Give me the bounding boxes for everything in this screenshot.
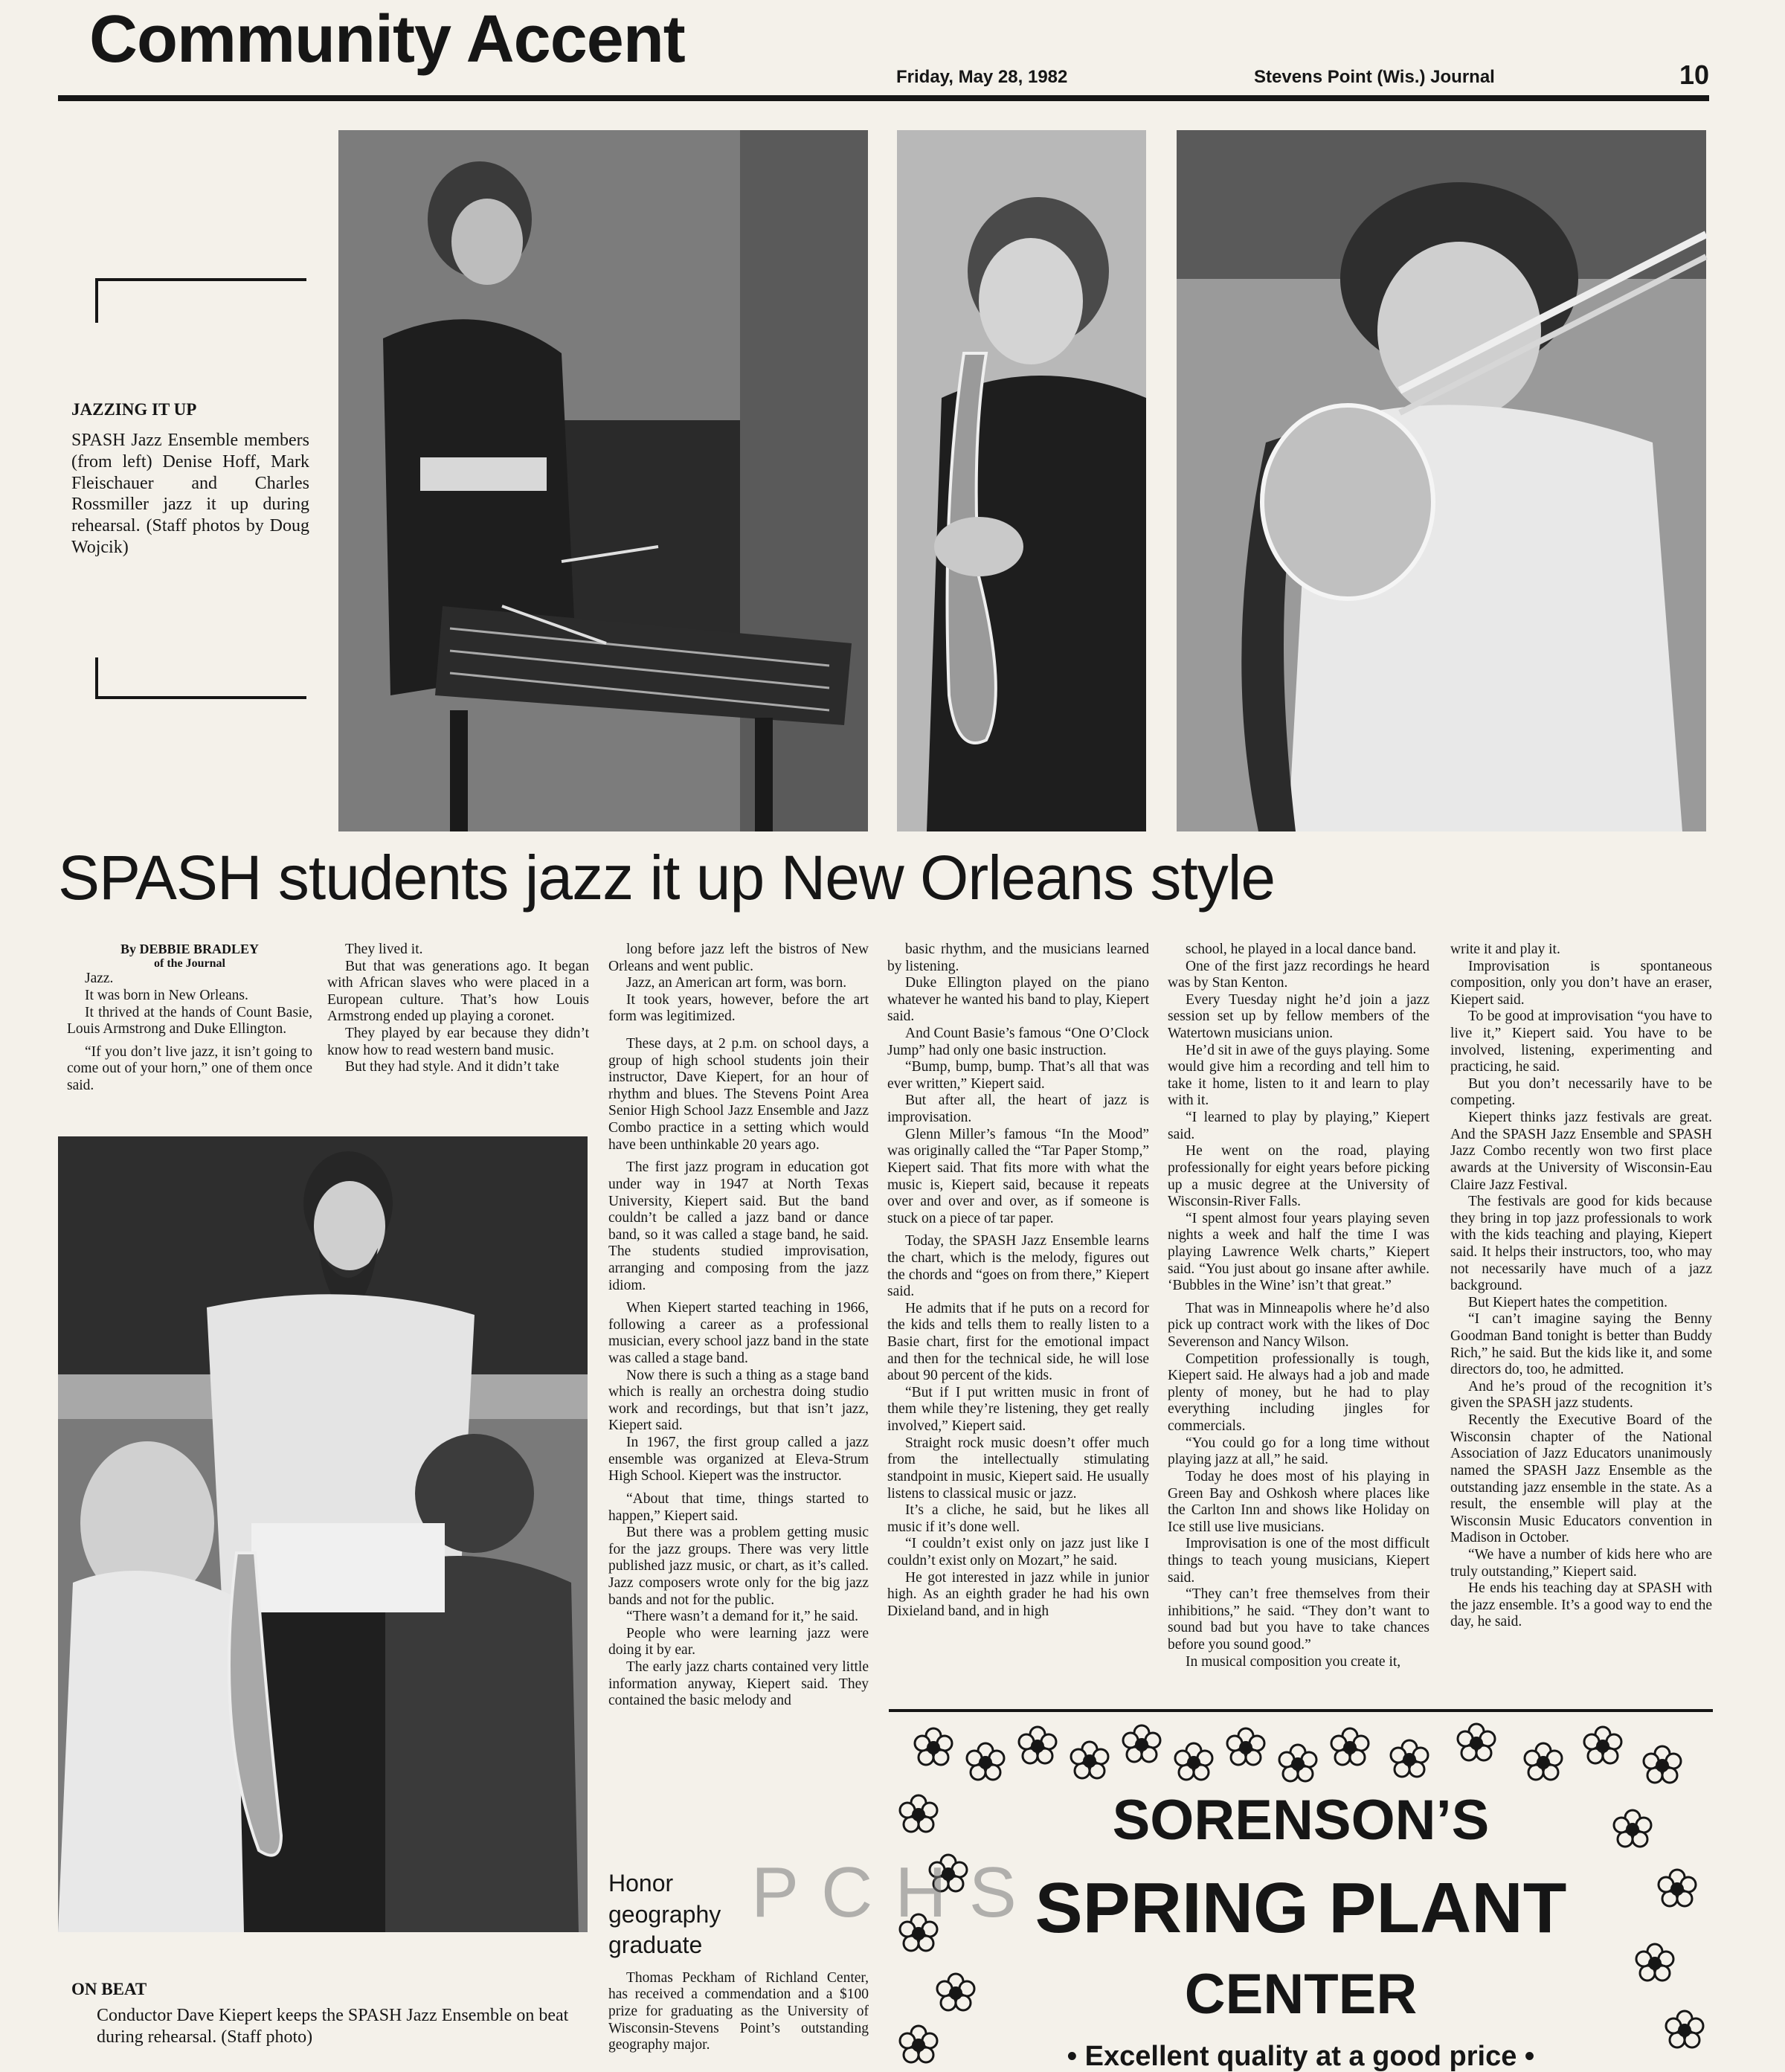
paragraph: It took years, however, before the art form was legitimized. [608,991,869,1025]
byline-name: By DEBBIE BRADLEY [120,942,260,956]
paragraph: “I learned to play by playing,” Kiepert said. [1168,1110,1429,1142]
paragraph: In musical composition you create it, [1186,1653,1401,1670]
photo-vibraphone-player [338,130,868,831]
paragraph: basic rhythm, and the musicians learned by listening. [887,942,1149,974]
paragraph: One of the first jazz recordings he heard was by Stan Kenton. [1168,958,1429,991]
paragraph: Competition professionally is tough, Kiepert said. He always had a job and made plenty of money, but he had to play everything including jingles for commercials. [1168,1351,1429,1435]
paragraph: “Bump, bump, bump. That’s all that was ever written,” Kiepert said. [887,1059,1149,1092]
caption-bracket-top [95,278,306,323]
paragraph: Straight rock music doesn’t offer much from the intellectually stimulating standpoint in music, Kiepert said. He usually listens to classical music or jazz. [887,1435,1149,1502]
photo-saxophone-player [897,130,1146,831]
column-1 [67,942,312,1095]
paragraph: It’s a cliche, he said, but he likes all music if it’s done well. [887,1502,1149,1535]
byline-affiliation: of the Journal [154,956,225,970]
paragraph: And he’s proud of the recognition it’s given the SPASH jazz students. [1450,1378,1712,1412]
watermark: PCHS [751,1853,1039,1932]
paragraph: “About that time, things started to happen,” Kiepert said. [608,1490,869,1524]
paragraph: “I can’t imagine saying the Benny Goodman Band tonight is better than Buddy Rich,” he said. But the kids like it, and some directors do, too, he admitted. [1450,1311,1712,1378]
paragraph: Jazz, an American art form, was born. [626,975,847,991]
paragraph: The first jazz program in education got under way in 1947 at North Texas University, Kiepert said. But the band couldn’t be called a jazz band or dance band, so it was called a stage band, he said. The students studied improvisation, arranging and composing from the jazz idiom. [608,1159,869,1293]
ad-rule [889,1709,1713,1712]
paragraph: Improvisation is spontaneous composition, only you don’t have an eraser, Kiepert said. [1450,958,1712,1008]
paragraph: Recently the Executive Board of the Wisconsin chapter of the National Association of Jazz Educators unanimously named the SPASH Jazz Ensemble as the outstanding jazz ensemble in the state. As a result, the ensemble will play at the Wisconsin Music Educators convention in Madison in October. [1450,1412,1712,1546]
paragraph: “There wasn’t a demand for it,” he said. [626,1609,859,1625]
headline: SPASH students jazz it up New Orleans style [58,843,1276,913]
paragraph: Every Tuesday night he’d join a jazz session set up by fellow members of the Watertown musicians union. [1168,991,1429,1042]
page-number: 10 [1679,59,1710,90]
paragraph: Duke Ellington played on the piano whatever he wanted his band to play, Kiepert said. [887,975,1149,1025]
column-5 [1168,942,1429,1670]
photo-trombone-player [1177,130,1706,831]
paragraph: Improvisation is one of the most difficult things to teach young musicians, Kiepert said. [1168,1536,1429,1586]
paragraph: Kiepert thinks jazz festivals are great. And the SPASH Jazz Ensemble and SPASH Jazz Combo recently won two first place awards at the University of Wisconsin-Eau Claire Jazz Festival. [1450,1110,1712,1193]
paragraph: Jazz. [85,971,114,987]
paragraph: But Kiepert hates the competition. [1468,1294,1668,1310]
paragraph: Glenn Miller’s famous “In the Mood” was originally called the “Tar Paper Stomp,” Kiepert said. That fits more with what the music is, Kiepert said, because it repeats over and over and over, as if someone is stuck on a piece of tar paper. [887,1126,1149,1226]
paragraph: He admits that if he puts on a record for the kids and tells them to really listen to a Basie chart, first for the emotional impact and then for the technical side, he will lose about 90 percent of the kids. [887,1300,1149,1384]
paragraph: Thomas Peckham of Richland Center, has received a commendation and a $100 prize for graduating as the University of Wisconsin-Stevens Point’s outstanding geography major. [608,1969,869,2053]
paragraph: But that was generations ago. It began with African slaves who were placed in a European culture. That’s how Louis Armstrong ended up playing a coronet. [327,958,589,1025]
paragraph: He got interested in jazz while in junior high. As an eighth grader he had his own Dixieland band, and in high [887,1569,1149,1619]
paragraph: The early jazz charts contained very little information anyway, Kiepert said. They contained the basic melody and [608,1658,869,1709]
paragraph: He’d sit in awe of the guys playing. Some would give him a recording and tell him to take it home, listen to it and learn to play with it. [1168,1042,1429,1109]
ad-line-2: SPRING PLANT [1035,1868,1567,1948]
photo-conductor-rehearsal [58,1136,588,1932]
paragraph: He went on the road, playing professionally for eight years before picking up a music degree at the University of Wisconsin-River Falls. [1168,1143,1429,1210]
header-rule [58,95,1709,101]
paragraph: In 1967, the first group called a jazz ensemble was organized at Eleva-Strum High School. Kiepert was the instructor. [608,1435,869,1484]
caption-text: SPASH Jazz Ensemble members (from left) Denise Hoff, Mark Fleischauer and Charles Rossmiller jazz it up during rehearsal. (Staff photos by Doug Wojcik) [71,431,309,557]
paragraph: Today, the SPASH Jazz Ensemble learns the chart, which is the melody, figures out the chords and “goes on from there,” Kiepert said. [887,1233,1149,1300]
paragraph: But after all, the heart of jazz is improvisation. [887,1093,1149,1126]
paragraph: But there was a problem getting music for the jazz groups. There was very little published jazz music, or chart, as it’s called. Jazz composers wrote only for the big jazz bands and not for the public. [608,1525,869,1608]
paragraph: He ends his teaching day at SPASH with the jazz ensemble. It’s a good way to end the day, he said. [1450,1580,1712,1630]
paragraph: It was born in New Orleans. [85,988,248,1004]
paragraph: write it and play it. [1450,942,1560,957]
column-2 [327,942,589,1076]
paragraph: These days, at 2 p.m. on school days, a group of high school students join their instructor, Dave Kiepert, for an hour of rhythm and blues. The Stevens Point Area Senior High School Jazz Ensemble and Jazz Combo practice in a setting which would have been unthinkable 20 years ago. [608,1036,869,1153]
honor-title-1: Honor [608,1870,674,1896]
paragraph: To be good at improvisation “you have to live it,” Kiepert said. You have to be involved, listening, experimenting and practicing, he said. [1450,1008,1712,1075]
paragraph: It thrived at the hands of Count Basie, Louis Armstrong and Duke Ellington. [67,1004,312,1037]
paragraph: When Kiepert started teaching in 1966, following a career as a professional musician, every school jazz band in the state was called a stage band. [608,1300,869,1367]
caption-kicker: JAZZING IT UP [71,400,197,419]
bottom-caption-text: Conductor Dave Kiepert keeps the SPASH Jazz Ensemble on beat during rehearsal. (Staff photo) [97,2006,569,2047]
column-4 [887,942,1149,1620]
paragraph: “They can’t free themselves from their inhibitions,” he said. “They don’t want to sound bad but you have to take chances before you sound good.” [1168,1586,1429,1653]
paragraph: “You could go for a long time without playing jazz at all,” he said. [1168,1435,1429,1468]
paragraph: But you don’t necessarily have to be competing. [1450,1075,1712,1109]
paragraph: school, he played in a local dance band. [1186,942,1417,957]
ad-tagline: • Excellent quality at a good price • [1067,2041,1535,2072]
paragraph: “I couldn’t exist only on jazz just like I couldn’t exist only on Mozart,” he said. [887,1536,1149,1569]
paragraph: “If you don’t live jazz, it isn’t going to come out of your horn,” one of them once said. [67,1043,312,1094]
paragraph: They played by ear because they didn’t know how to read western band music. [327,1026,589,1058]
paragraph: “We have a number of kids here who are truly outstanding,” Kiepert said. [1450,1546,1712,1580]
section-title: Community Accent [89,2,685,77]
paragraph: “But if I put written music in front of them while they’re listening, they get really involved,” Kiepert said. [887,1384,1149,1435]
paragraph: Now there is such a thing as a stage band which is really an orchestra doing studio work and recordings, but that isn’t jazz, Kiepert said. [608,1367,869,1434]
paragraph: They lived it. [345,942,423,957]
bottom-caption [71,1980,592,2048]
ad-line-3: CENTER [1184,1963,1418,2026]
paragraph: But they had style. And it didn’t take [345,1059,559,1075]
paragraph: “I spent almost four years playing seven nights a week and half the time I was playing Lawrence Welk charts,” Kiepert said. “You just about go insane after awhile. ‘Bubbles in the Wine’ isn’t that great.” [1168,1210,1429,1294]
honor-title-3: graduate [608,1931,703,1959]
column-3 [608,942,869,1710]
caption-bracket-bottom [95,657,306,699]
column-6 [1450,942,1712,1631]
paragraph: The festivals are good for kids because they bring in top jazz professionals to work with the kids teaching and playing, Kiepert said. It helps their instructors, too, who may not necessarily have much of a jazz background. [1450,1194,1712,1294]
top-caption [71,400,309,559]
bottom-caption-kicker: ON BEAT [71,1980,147,1998]
paragraph: And Count Basie’s famous “One O’Clock Jump” had only one basic instruction. [887,1026,1149,1058]
issue-date: Friday, May 28, 1982 [896,67,1068,87]
paragraph: People who were learning jazz were doing it by ear. [608,1625,869,1658]
paragraph: Today he does most of his playing in Green Bay and Oshkosh where places like the Carlton Inn and shows like Holiday on Ice still use live musicians. [1168,1468,1429,1535]
paragraph: That was in Minneapolis where he’d also pick up contract work with the likes of Doc Severenson and Nancy Wilson. [1168,1300,1429,1351]
ad-line-1: SORENSON’S [1112,1789,1490,1852]
paragraph: long before jazz left the bistros of New Orleans and went public. [608,942,869,974]
honor-body [608,1969,869,2053]
paper-name: Stevens Point (Wis.) Journal [1254,67,1495,87]
honor-title-2: geography [608,1900,721,1928]
